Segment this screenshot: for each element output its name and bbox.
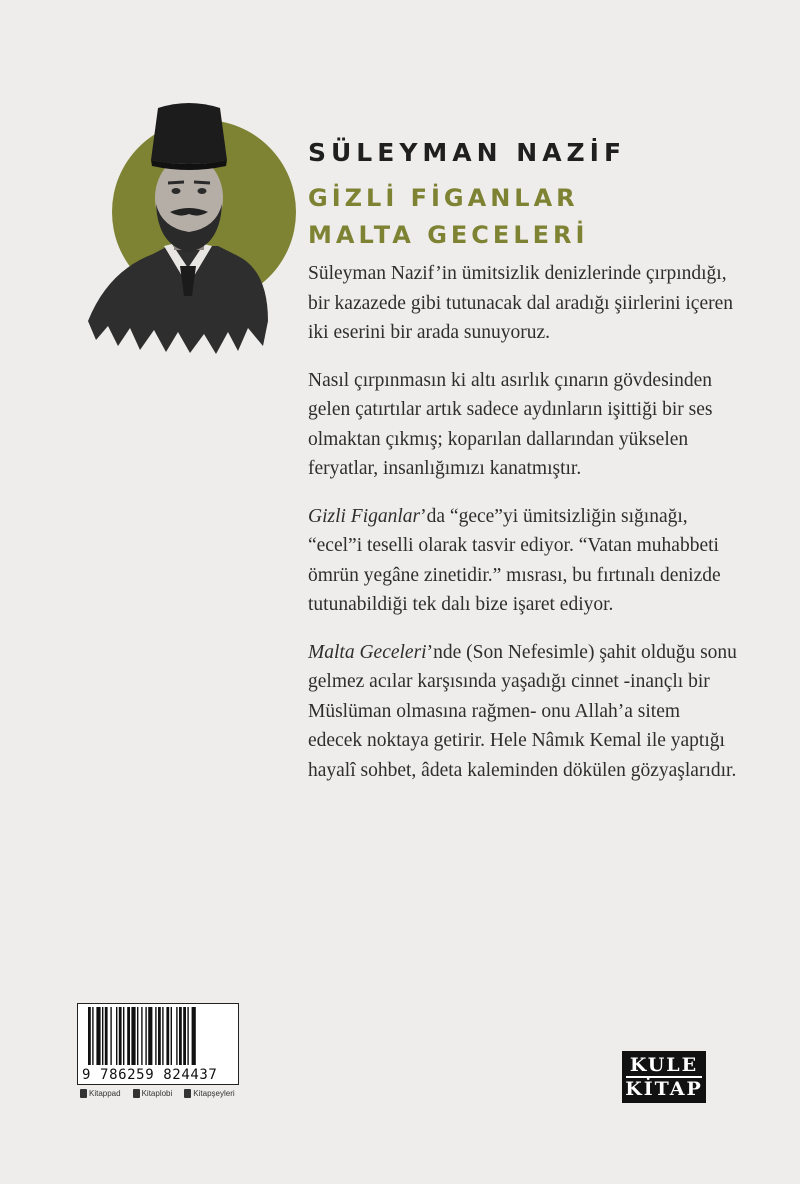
barcode-bar bbox=[155, 1007, 156, 1065]
barcode-bar bbox=[166, 1007, 169, 1065]
blurb-paragraph-4-text: ’nde (Son Nefesimle) şahit olduğu sonu gelmez acılar karşısında yaşadığı cinnet -inançlı bir Müslüman olmasına rağmen- onu Allah’a sitem edecek noktaya getirir. Hele Nâmık Kemal ile yaptığı hayalî sohbet, âdeta kaleminden dökülen gözyaşlarıdır. bbox=[308, 641, 737, 781]
barcode-bar bbox=[102, 1007, 103, 1065]
barcode-bar bbox=[183, 1007, 186, 1065]
barcode-bar bbox=[119, 1007, 122, 1065]
blurb-paragraph-2: Nasıl çırpınmasın ki altı asırlık çınarın gövdesinden gelen çatırtılar artık sadece aydınların işittiği bir ses olmaktan çıkmış; koparılan dallarından yükselen feryatlar, insanlığımızı kanatmıştır. bbox=[308, 369, 713, 479]
store-2-name: Kitaplobi bbox=[141, 1089, 173, 1098]
book-title-1: GİZLİ FİGANLAR bbox=[308, 184, 579, 212]
book-title-ref-1: Gizli Figanlar bbox=[308, 505, 421, 527]
barcode-bar bbox=[171, 1007, 172, 1065]
barcode-bar bbox=[127, 1007, 130, 1065]
publisher-logo bbox=[622, 1051, 706, 1103]
store-3-icon bbox=[184, 1089, 191, 1098]
store-logos bbox=[77, 1089, 242, 1098]
blurb-paragraph-1: Süleyman Nazif’in ümitsizlik denizlerinde çırpındığı, bir kazazede gibi tutunacak dal aradığı şiirlerini içeren iki eserini bir arada sunuyoruz. bbox=[308, 263, 734, 343]
book-title-ref-2: Malta Geceleri bbox=[308, 641, 427, 663]
barcode-bar bbox=[162, 1007, 163, 1065]
store-3-name: Kitapşeyleri bbox=[193, 1089, 235, 1098]
publisher-line-1: KULE bbox=[629, 1054, 699, 1076]
barcode-bar bbox=[116, 1007, 117, 1065]
barcode-bar bbox=[145, 1007, 146, 1065]
barcode-bar bbox=[137, 1007, 138, 1065]
blurb-paragraph-4 bbox=[308, 638, 738, 786]
store-1-icon bbox=[80, 1089, 87, 1098]
barcode-bars bbox=[88, 1007, 232, 1067]
isbn-barcode-block bbox=[77, 1003, 242, 1108]
barcode-bar bbox=[179, 1007, 182, 1065]
barcode-bar bbox=[148, 1007, 152, 1065]
barcode-bar bbox=[158, 1007, 161, 1065]
author-name: SÜLEYMAN NAZİF bbox=[308, 138, 627, 167]
book-titles bbox=[308, 180, 588, 254]
store-logo-1 bbox=[80, 1089, 121, 1098]
barcode-bar bbox=[88, 1007, 91, 1065]
barcode-bar bbox=[123, 1007, 124, 1065]
barcode-bar bbox=[110, 1007, 111, 1065]
blurb-paragraph-3 bbox=[308, 502, 738, 620]
barcode-bar bbox=[141, 1007, 142, 1065]
barcode-bar bbox=[176, 1007, 177, 1065]
barcode-bar bbox=[96, 1007, 100, 1065]
author-portrait bbox=[78, 96, 298, 356]
store-2-icon bbox=[133, 1089, 140, 1098]
barcode-bar bbox=[92, 1007, 93, 1065]
blurb-paragraph-3-text: ’da “gece”yi ümitsizliğin sığınağı, “ecel”i teselli olarak tasvir ediyor. “Vatan muhabbeti ömrün yegâne zinetidir.” mısrası, bu fırtınalı denizde tutunabildiği tek dalı bize işaret ediyor. bbox=[308, 505, 721, 615]
book-title-2: MALTA GECELERİ bbox=[308, 221, 589, 249]
store-logo-2 bbox=[133, 1089, 173, 1098]
barcode-bar bbox=[192, 1007, 196, 1065]
back-cover-blurb bbox=[308, 259, 738, 803]
barcode-bar bbox=[105, 1007, 108, 1065]
barcode-bar bbox=[187, 1007, 188, 1065]
barcode-bar bbox=[131, 1007, 135, 1065]
isbn-number: 9 786259 824437 bbox=[82, 1067, 218, 1083]
publisher-line-2: KİTAP bbox=[625, 1078, 703, 1100]
barcode bbox=[77, 1003, 239, 1085]
store-logo-3 bbox=[184, 1089, 234, 1098]
store-1-name: Kitappad bbox=[89, 1089, 121, 1098]
